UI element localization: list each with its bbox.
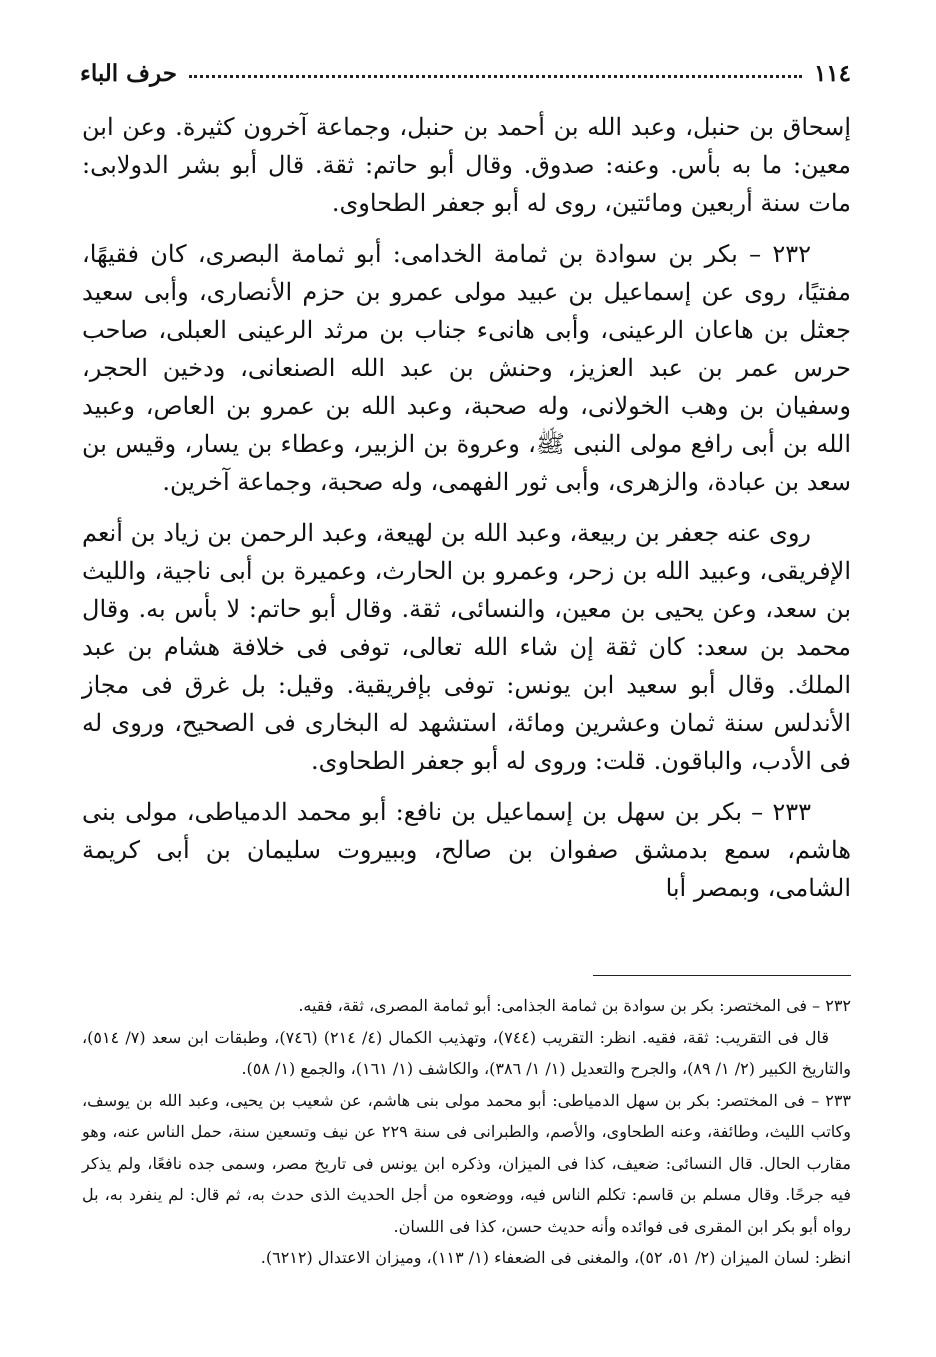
main-text xyxy=(82,108,851,920)
footnote-232: ٢٣٢ – فى المختصر: بكر بن سوادة بن ثمامة الجذامى: أبو ثمامة المصرى، ثقة، فقيه. xyxy=(298,996,851,1015)
chapter-title: حرف الباء xyxy=(80,59,177,87)
footnote-separator xyxy=(593,975,851,976)
footnote-232-refs: قال فى التقريب: ثقة، فقيه. انظر: التقريب (٧٤٤)، وتهذيب الكمال (٤/ ٢١٤) (٧٤٦)، وطبقات ابن سعد (٧/ ٥١٤)، والتاريخ الكبير (٢/ ١/ ٨٩)، والجرح والتعديل (١/ ١/ ٣٨٦)، والكاشف (١/ ١٦١)، والجمع (١/ ٥٨). xyxy=(82,1027,851,1078)
paragraph-continuation: إسحاق بن حنبل، وعبد الله بن أحمد بن حنبل، وجماعة آخرون كثيرة. وعن ابن معين: ما به بأس. وعنه: صدوق. وقال أبو حاتم: ثقة. قال أبو بشر الدولابى: مات سنة أربعين ومائتين، روى له أبو جعفر الطحاوى. xyxy=(82,113,851,217)
header-dotted-leader xyxy=(189,75,802,78)
entry-232: ٢٣٢ – بكر بن سوادة بن ثمامة الخدامى: أبو ثمامة البصرى، كان فقيهًا، مفتيًا، روى عن إسماعيل بن عبيد مولى عمرو بن حزم الأنصارى، وأبى سعيد جعثل بن هاعان الرعينى، وأبى هانىء جناب بن مرثد الرعينى العبلى، صاحب حرس عمر بن عبد العزيز، وحنش بن عبد الله الصنعانى، ودخين الحجر، وسفيان بن وهب الخولانى، وله صحبة، وعبد الله بن عمرو بن العاص، وعبيد الله بن أبى رافع مولى النبى ﷺ، وعروة بن الزبير، وعطاء بن يسار، وقيس بن سعد بن عبادة، والزهرى، وأبى ثور الفهمى، وله صحبة، وجماعة آخرين. xyxy=(82,240,852,496)
page-number: ١١٤ xyxy=(813,59,851,87)
entry-233: ٢٣٣ – بكر بن سهل بن إسماعيل بن نافع: أبو محمد الدمياطى، مولى بنى هاشم، سمع بدمشق صفوان بن صالح، وببيروت سليمان بن أبى كريمة الشامى، وبمصر أبا xyxy=(82,798,852,902)
entry-232-narrators: روى عنه جعفر بن ربيعة، وعبد الله بن لهيعة، وعبد الرحمن بن زياد بن أنعم الإفريقى، وعبيد الله بن زحر، وعمرو بن الحارث، وعميرة بن أبى ناجية، والليث بن سعد، وعن يحيى بن معين، والنسائى، ثقة. وقال أبو حاتم: لا بأس به. وقال محمد بن سعد: كان ثقة إن شاء الله تعالى، توفى فى خلافة هشام بن عبد الملك. وقال أبو سعيد ابن يونس: توفى بإفريقية. وقيل: بل غرق فى مجاز الأندلس سنة ثمان وعشرين ومائة، استشهد له البخارى فى الصحيح، وروى له فى الأدب، والباقون. قلت: وروى له أبو جعفر الطحاوى. xyxy=(82,519,851,775)
footnote-233: ٢٣٣ – فى المختصر: بكر بن سهل الدمياطى: أبو محمد مولى بنى هاشم، عن شعيب بن يحيى، وعبد الله بن يوسف، وكاتب الليث، وطائفة، وعنه الطحاوى، والأصم، والطبرانى فى سنة ٢٢٩ عن نيف وتسعين سنة، حمل الناس عنه، وهو مقارب الحال. قال النسائى: ضعيف، كذا فى الميزان، وذكره ابن يونس فى تاريخ مصر، وسمى جده نافعًا، ولم يذكر فيه جرحًا. وقال مسلم بن قاسم: تكلم الناس فيه، ووضعوه من أجل الحديث الذى حدث به، ثم قال: لم ينفرد به، بل رواه أبو بكر ابن المقرى فى فوائده وأنه حديث حسن، كذا فى اللسان. xyxy=(82,1090,851,1236)
footnotes xyxy=(82,990,851,1274)
page-header xyxy=(80,54,851,92)
footnote-233-refs: انظر: لسان الميزان (٢/ ٥١، ٥٢)، والمغنى فى الضعفاء (١/ ١١٣)، وميزان الاعتدال (٦٢١٢). xyxy=(260,1248,851,1267)
